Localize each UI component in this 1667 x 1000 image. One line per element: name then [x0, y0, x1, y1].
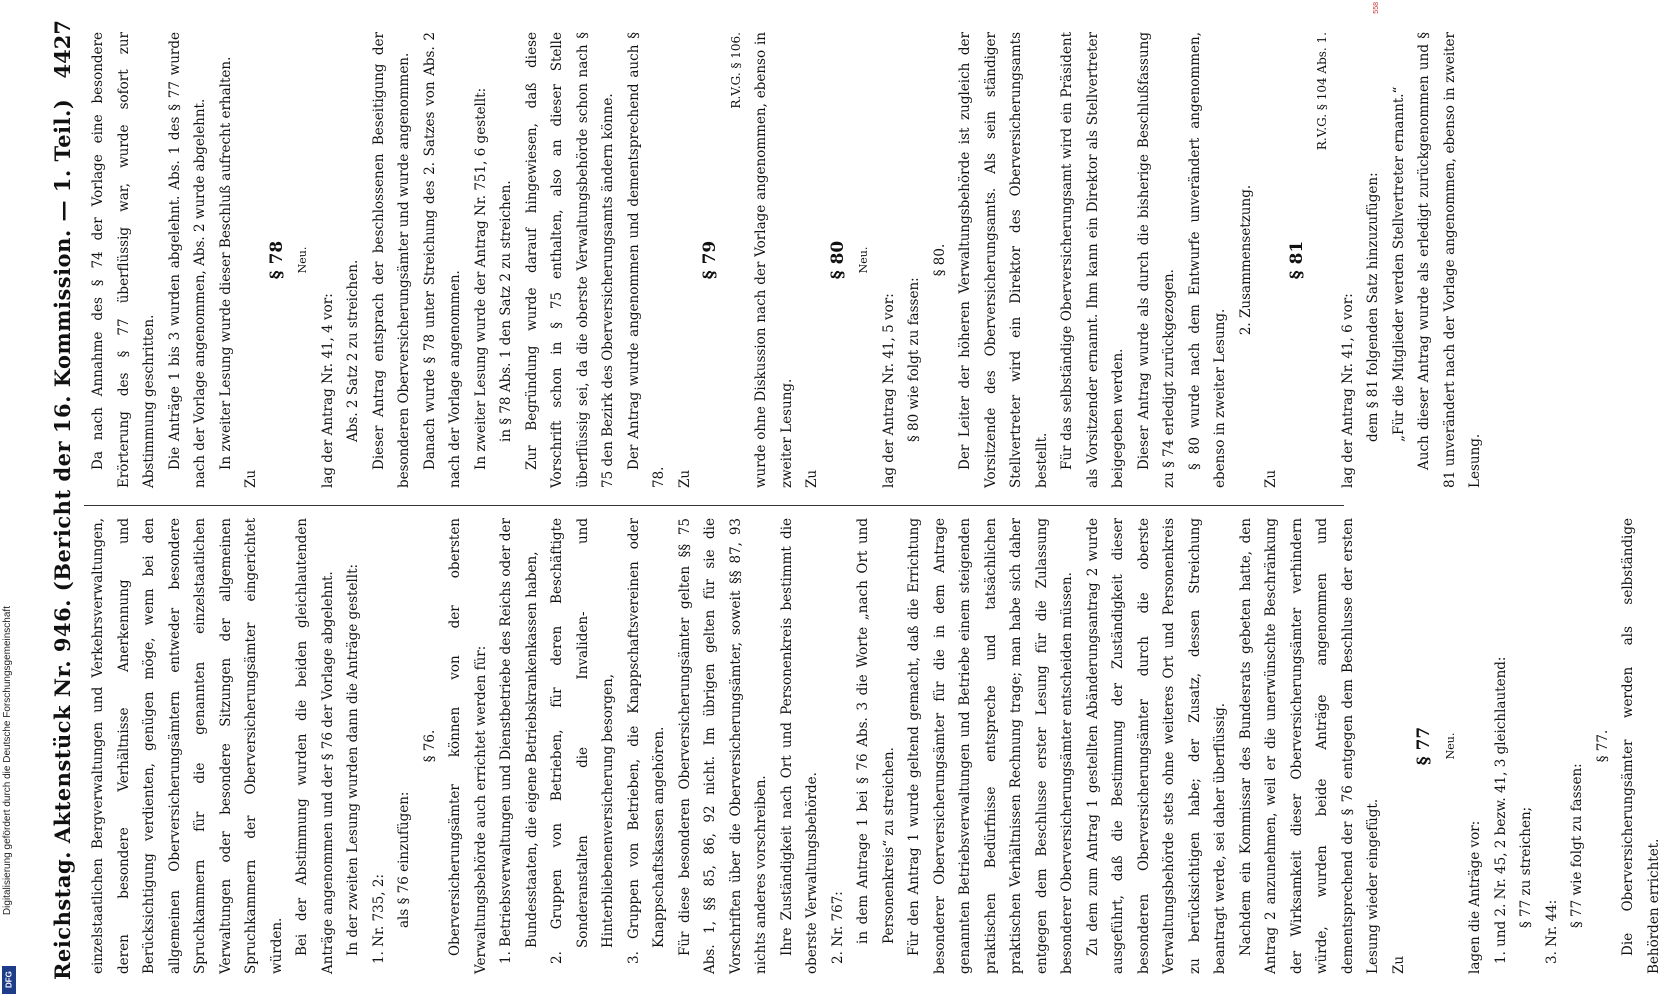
page-header	[42, 20, 82, 980]
digitization-credit: Digitalisierung gefördert durch die Deutsche Forschungsgemeinschaft	[2, 606, 13, 916]
section-heading: § 81	[1286, 240, 1307, 280]
section-heading: § 79	[700, 240, 720, 280]
paragraph: Auch dieser Antrag wurde als erledigt zurückgenommen und § 81 unverändert nach der Vorlage angenommen, ebenso in zweiter Lesung.	[1416, 32, 1483, 488]
dfg-logo: DFG	[2, 966, 16, 994]
list-item: 1. Nr. 735, 2:	[370, 873, 387, 964]
column-divider	[84, 505, 1344, 506]
header-title: Reichstag. Aktenstück Nr. 946. (Bericht der 16. Kommission. — 1. Teil.)	[49, 98, 75, 980]
paragraph: In der zweiten Lesung wurden dann die Anträge gestellt:	[345, 563, 361, 956]
right-column	[86, 32, 1483, 488]
list-item-text: in dem Antrage 1 bei § 76 Abs. 3 die Worte „nach Ort und Personenkreis“ zu streichen.	[855, 518, 897, 944]
list-item: 1. Betriebsverwaltungen und Dienstbetriebe des Reichs oder der Bundesstaaten, die eigene Betriebskrankenkassen haben,	[498, 518, 540, 964]
section-note: Neu.	[857, 246, 870, 274]
paragraph: Die Oberversicherungsämter werden als selbständige Behörden errichtet.	[1620, 518, 1662, 974]
zu-label: Zu	[676, 469, 693, 488]
list-item: 2. Gruppen von Betrieben, für deren Beschäftigte Sonderanstalten die Invaliden- und Hinterbliebenenversicherung besorgen,	[549, 518, 616, 964]
scan-page-number: 558	[1373, 2, 1380, 14]
paragraph: In zweiter Lesung wurde dieser Beschluß aufrecht erhalten.	[217, 56, 234, 470]
paragraph: Dieser Antrag wurde als durch die bisherige Beschlußfassung zu § 74 erledigt zurückgezogen.	[1135, 32, 1177, 488]
credit-strip	[0, 0, 22, 1000]
paragraph: lagen die Anträge vor:	[1467, 820, 1483, 974]
paragraph: Der Leiter der höheren Verwaltungsbehörde ist zugleich der Vorsitzende des Oberversicherungsamts. Als sein ständiger Stellvertreter wird ein Direktor des Oberversicherungsamts bestellt.	[957, 32, 1050, 488]
section-number: § 80.	[931, 243, 948, 277]
paragraph: Zu dem zum Antrag 1 gestellten Abänderungsantrag 2 wurde ausgeführt, daß die Bestimmung der Zuständigkeit dieser besonderen Oberversicherungsämter durch die oberste Verwaltungsbehörde stets ohne weiteres Ort und Personenkreis zu berücksichtigen habe; der Zusatz, dessen Streichung beantragt werde, sei daher überflüssig.	[1084, 518, 1228, 974]
list-item: 2. Nr. 767:	[829, 891, 846, 964]
subsection-heading: 2. Zusammensetzung.	[1237, 184, 1254, 336]
paragraph: § 80 wurde nach dem Entwurfe unverändert angenommen, ebenso in zweiter Lesung.	[1186, 32, 1228, 488]
zu-label: Zu	[1390, 955, 1407, 974]
section-note: Neu.	[1443, 732, 1457, 760]
header-page-number: 4427	[49, 20, 75, 79]
paragraph: lag der Antrag Nr. 41, 4 vor:	[319, 293, 336, 488]
paragraph: Da nach Annahme des § 74 der Vorlage eine besondere Erörterung des § 77 überflüssig war, wurde sofort zur Abstimmung geschritten.	[90, 32, 157, 488]
paragraph: Danach wurde § 78 unter Streichung des 2. Satzes von Abs. 2 nach der Vorlage angenommen.	[421, 32, 463, 488]
paragraph: Die Anträge 1 bis 3 wurden abgelehnt. Abs. 1 des § 77 wurde nach der Vorlage angenommen, Abs. 2 wurde abgelehnt.	[166, 32, 208, 488]
paragraph: einzelstaatlichen Bergverwaltungen und Verkehrsverwaltungen, deren besondere Verhältnisse Anerkennung und Berücksichtigung verdienten, genügen möge, wenn bei den allgemeinen Oberversicherungsämtern entweder besondere Spruchkammern für die genannten einzelstaatlichen Verwaltungen oder besondere Sitzungen der allgemeinen Spruchkammern der Oberversicherungsämter eingerichtet würden.	[90, 518, 285, 974]
section-number: § 77.	[1594, 729, 1611, 763]
paragraph: Bei der Abstimmung wurden die beiden gleichlautenden Anträge angenommen und der § 76 der Vorlage abgelehnt.	[294, 518, 336, 974]
motion-text: in § 78 Abs. 1 den Satz 2 zu streichen.	[498, 180, 514, 442]
section-heading: § 80	[827, 240, 848, 280]
section-reference: R.V.G. § 106.	[728, 32, 743, 109]
list-item: 1. und 2. Nr. 45, 2 bezw. 41, 3 gleichlautend:	[1492, 656, 1509, 964]
paragraph: Der Antrag wurde angenommen und dementsprechend auch § 78.	[625, 32, 667, 488]
document-page	[42, 20, 1662, 980]
list-item-text: § 77 zu streichen;	[1518, 806, 1534, 928]
paragraph: lag der Antrag Nr. 41, 6 vor:	[1339, 293, 1356, 488]
motion-text: „Für die Mitglieder werden Stellvertreter ernannt.“	[1390, 86, 1407, 442]
paragraph: Dieser Antrag entsprach der beschlossenen Beseitigung der besonderen Oberversicherungsämter und wurde angenommen.	[370, 32, 412, 488]
motion-text: dem § 81 folgenden Satz hinzuzufügen:	[1365, 172, 1381, 442]
paragraph: Für das selbständige Oberversicherungsamt wird ein Präsident als Vorsitzender ernannt. Ihm kann ein Direktor als Stellvertreter beigegeben werden.	[1059, 32, 1126, 488]
section-reference: R.V.G. § 104 Abs. 1.	[1315, 32, 1329, 151]
motion-text: Abs. 2 Satz 2 zu streichen.	[345, 259, 361, 442]
section-note: Neu.	[296, 246, 309, 274]
zu-label: Zu	[804, 469, 820, 488]
paragraph: Oberversicherungsämter können von der obersten Verwaltungsbehörde auch errichtet werden für:	[447, 518, 489, 974]
zu-label: Zu	[243, 469, 259, 488]
paragraph: Zur Begründung wurde darauf hingewiesen, daß diese Vorschrift schon in § 75 enthalten, also an dieser Stelle überflüssig sei, da die oberste Verwaltungsbehörde schon nach § 75 den Bezirk des Oberversicherungsamts ändern könne.	[523, 32, 616, 488]
paragraph: In zweiter Lesung wurde der Antrag Nr. 751, 6 gestellt:	[472, 87, 489, 470]
left-column	[86, 518, 1662, 974]
paragraph: Nachdem ein Kommissar des Bundesrats gebeten hatte, den Antrag 2 anzunehmen, weil er die unerwünschte Beschränkung der Wirksamkeit dieser Oberversicherungsämter verhindern würde, wurden beide Anträge angenommen und dementsprechend der § 76 entgegen dem Beschlusse der ersten Lesung wieder eingefügt.	[1237, 518, 1381, 974]
paragraph: Für den Antrag 1 wurde geltend gemacht, daß die Errichtung besonderer Oberversicherungsämter für die in dem Antrage genannten Betriebsverwaltungen und Betriebe einem steigenden praktischen Bedürfnisse entspreche und tatsächlichen praktischen Verhältnissen Rechnung trage; man habe sich daher entgegen dem Beschlusse erster Lesung für die Zulassung besonderer Oberversicherungsämter entscheiden müssen.	[906, 518, 1075, 974]
zu-label: Zu	[1263, 469, 1279, 488]
paragraph: lag der Antrag Nr. 41, 5 vor:	[880, 293, 897, 488]
section-heading: § 77	[1414, 726, 1434, 766]
list-item: 3. Nr. 44:	[1543, 899, 1560, 964]
paragraph: Ihre Zuständigkeit nach Ort und Personenkreis bestimmt die oberste Verwaltungsbehörde.	[778, 518, 820, 974]
list-item: 3. Gruppen von Betrieben, die Knappschaftsvereinen oder Knappschaftskassen angehören.	[625, 518, 667, 964]
section-heading: § 78	[266, 240, 287, 280]
section-number: § 76.	[421, 729, 438, 763]
list-item-text: § 77 wie folgt zu fassen:	[1569, 763, 1585, 928]
paragraph: Für diese besonderen Oberversicherungsämter gelten §§ 75 Abs. 1, §§ 85, 86, 92 nicht. Im übrigen gelten für sie die Vorschriften über die Oberversicherungsämter, soweit §§ 87, 93 nichts anderes vorschreiben.	[676, 518, 769, 974]
motion-text: § 80 wie folgt zu fassen:	[906, 277, 922, 442]
paragraph: wurde ohne Diskussion nach der Vorlage angenommen, ebenso in zweiter Lesung.	[753, 32, 795, 488]
list-item-text: als § 76 einzufügen:	[396, 791, 412, 928]
